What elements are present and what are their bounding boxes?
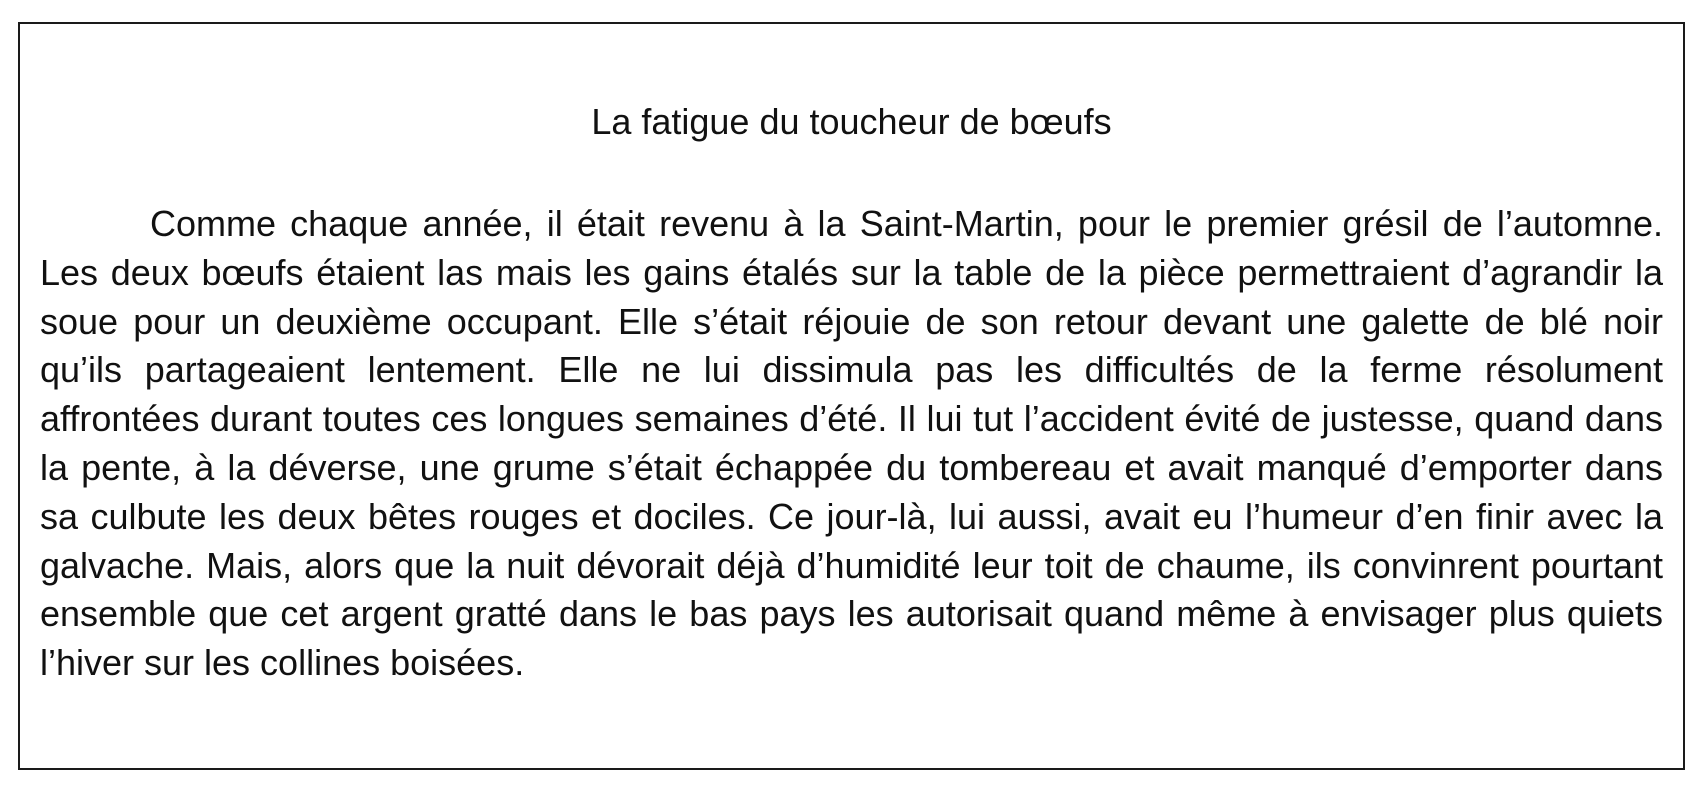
document-title: La fatigue du toucheur de bœufs: [591, 101, 1112, 142]
body-paragraph: Comme chaque année, il était revenu à la Saint-Martin, pour le premier grésil de l’automne. Les deux bœufs étaient las mais les gains étalés sur la table de la pièce permettraient d’agrandir la soue pour un deuxième occupant. Elle s’était réjouie de son retour devant une galette de blé noir qu’ils partageaient lentement. Elle ne lui dissimula pas les difficultés de la ferme résolument affrontées durant toutes ces longues semaines d’été. Il lui tut l’accident évité de justesse, quand dans la pente, à la déverse, une grume s’était échappée du tombereau et avait manqué d’emporter dans sa culbute les deux bêtes rouges et dociles. Ce jour-là, lui aussi, avait eu l’humeur d’en finir avec la galvache. Mais, alors que la nuit dévorait déjà d’humidité leur toit de chaume, ils convinrent pourtant ensemble que cet argent gratté dans le bas pays les autorisait quand même à envisager plus quiets l’hiver sur les collines boisées.: [40, 203, 1663, 684]
text-frame: [18, 22, 1685, 770]
